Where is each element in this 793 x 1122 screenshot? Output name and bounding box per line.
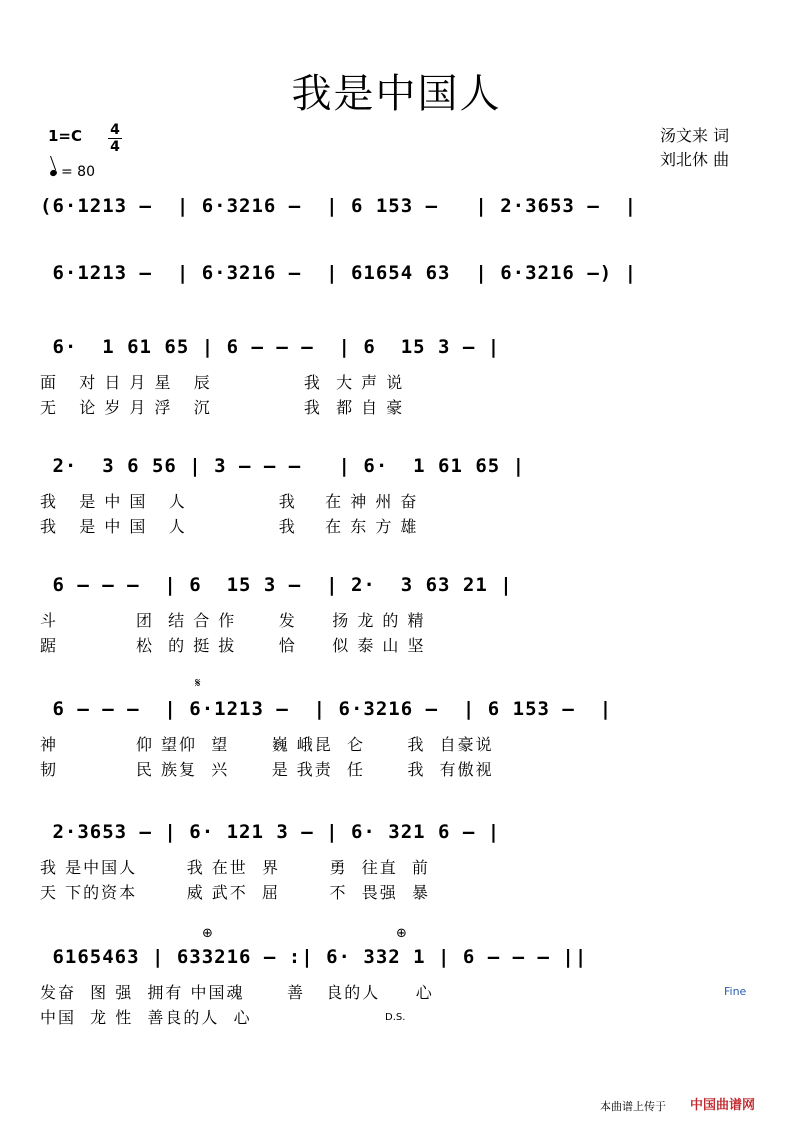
quarter-note-icon xyxy=(49,169,58,177)
segno-icon: 𝄋 xyxy=(195,676,201,691)
lyric-verse-2: 韧 民 族复 兴 是 我责 任 我 有傲视 xyxy=(40,760,494,779)
lyric-verse-2: 天 下的资本 威 武不 屈 不 畏强 暴 xyxy=(40,883,430,902)
notation: 6 – – – | 6 15 3 – | 2· 3 63 21 | xyxy=(40,574,513,596)
lyric-verse-2: 我 是 中 国 人 我 在 东 方 雄 xyxy=(40,517,419,536)
lyric-verse-1: 斗 团 结 合 作 发 扬 龙 的 精 xyxy=(40,611,426,630)
lyric-verse-1: 我 是 中 国 人 我 在 神 州 奋 xyxy=(40,492,419,511)
site-logo[interactable]: 中国曲谱网 xyxy=(690,1098,756,1113)
time-bottom: 4 xyxy=(108,138,122,155)
notation: 6· 1 61 65 | 6 – – – | 6 15 3 – | xyxy=(40,336,501,358)
composer: 刘北休 曲 xyxy=(660,150,730,169)
notation: 6165463 | 633216 – :| 6· 332 1 | 6 – – – || xyxy=(40,946,588,968)
lyric-verse-2: 踞 松 的 挺 拔 恰 似 泰 山 坚 xyxy=(40,636,426,655)
coda-icon: ⊕ xyxy=(396,926,407,941)
lyric-verse-1: 发奋 图 强 拥有 中国魂 善 良的人 心 xyxy=(40,983,434,1002)
key-signature: 1=C xyxy=(48,127,83,145)
fine-mark: Fine xyxy=(724,985,747,998)
notation: 6·1213 – | 6·3216 – | 61654 63 | 6·3216 –) | xyxy=(40,262,638,284)
tempo xyxy=(50,164,95,180)
coda-icon: ⊕ xyxy=(202,926,213,941)
lyricist: 汤文来 词 xyxy=(660,126,730,145)
lyric-verse-2: 无 论 岁 月 浮 沉 我 都 自 豪 xyxy=(40,398,405,417)
time-signature xyxy=(108,122,122,155)
notation: 2· 3 6 56 | 3 – – – | 6· 1 61 65 | xyxy=(40,455,526,477)
lyric-verse-2: 中国 龙 性 善良的人 心 xyxy=(40,1008,252,1027)
lyric-verse-1: 神 仰 望仰 望 巍 峨昆 仑 我 自豪说 xyxy=(40,735,494,754)
tempo-value: = 80 xyxy=(61,164,95,180)
lyric-verse-1: 面 对 日 月 星 辰 我 大 声 说 xyxy=(40,373,405,392)
notation: 6 – – – | 6·1213 – | 6·3216 – | 6 153 – | xyxy=(40,698,613,720)
ds-mark: D.S. xyxy=(385,1012,406,1023)
lyric-verse-1: 我 是中国人 我 在世 界 勇 往直 前 xyxy=(40,858,430,877)
footer-text: 本曲谱上传于 xyxy=(600,1100,666,1113)
notation: (6·1213 – | 6·3216 – | 6 153 – | 2·3653 – | xyxy=(40,195,638,217)
credits xyxy=(660,124,729,172)
notation: 2·3653 – | 6· 121 3 – | 6· 321 6 – | xyxy=(40,821,501,843)
time-top: 4 xyxy=(110,122,120,138)
page-title: 我是中国人 xyxy=(291,71,502,117)
